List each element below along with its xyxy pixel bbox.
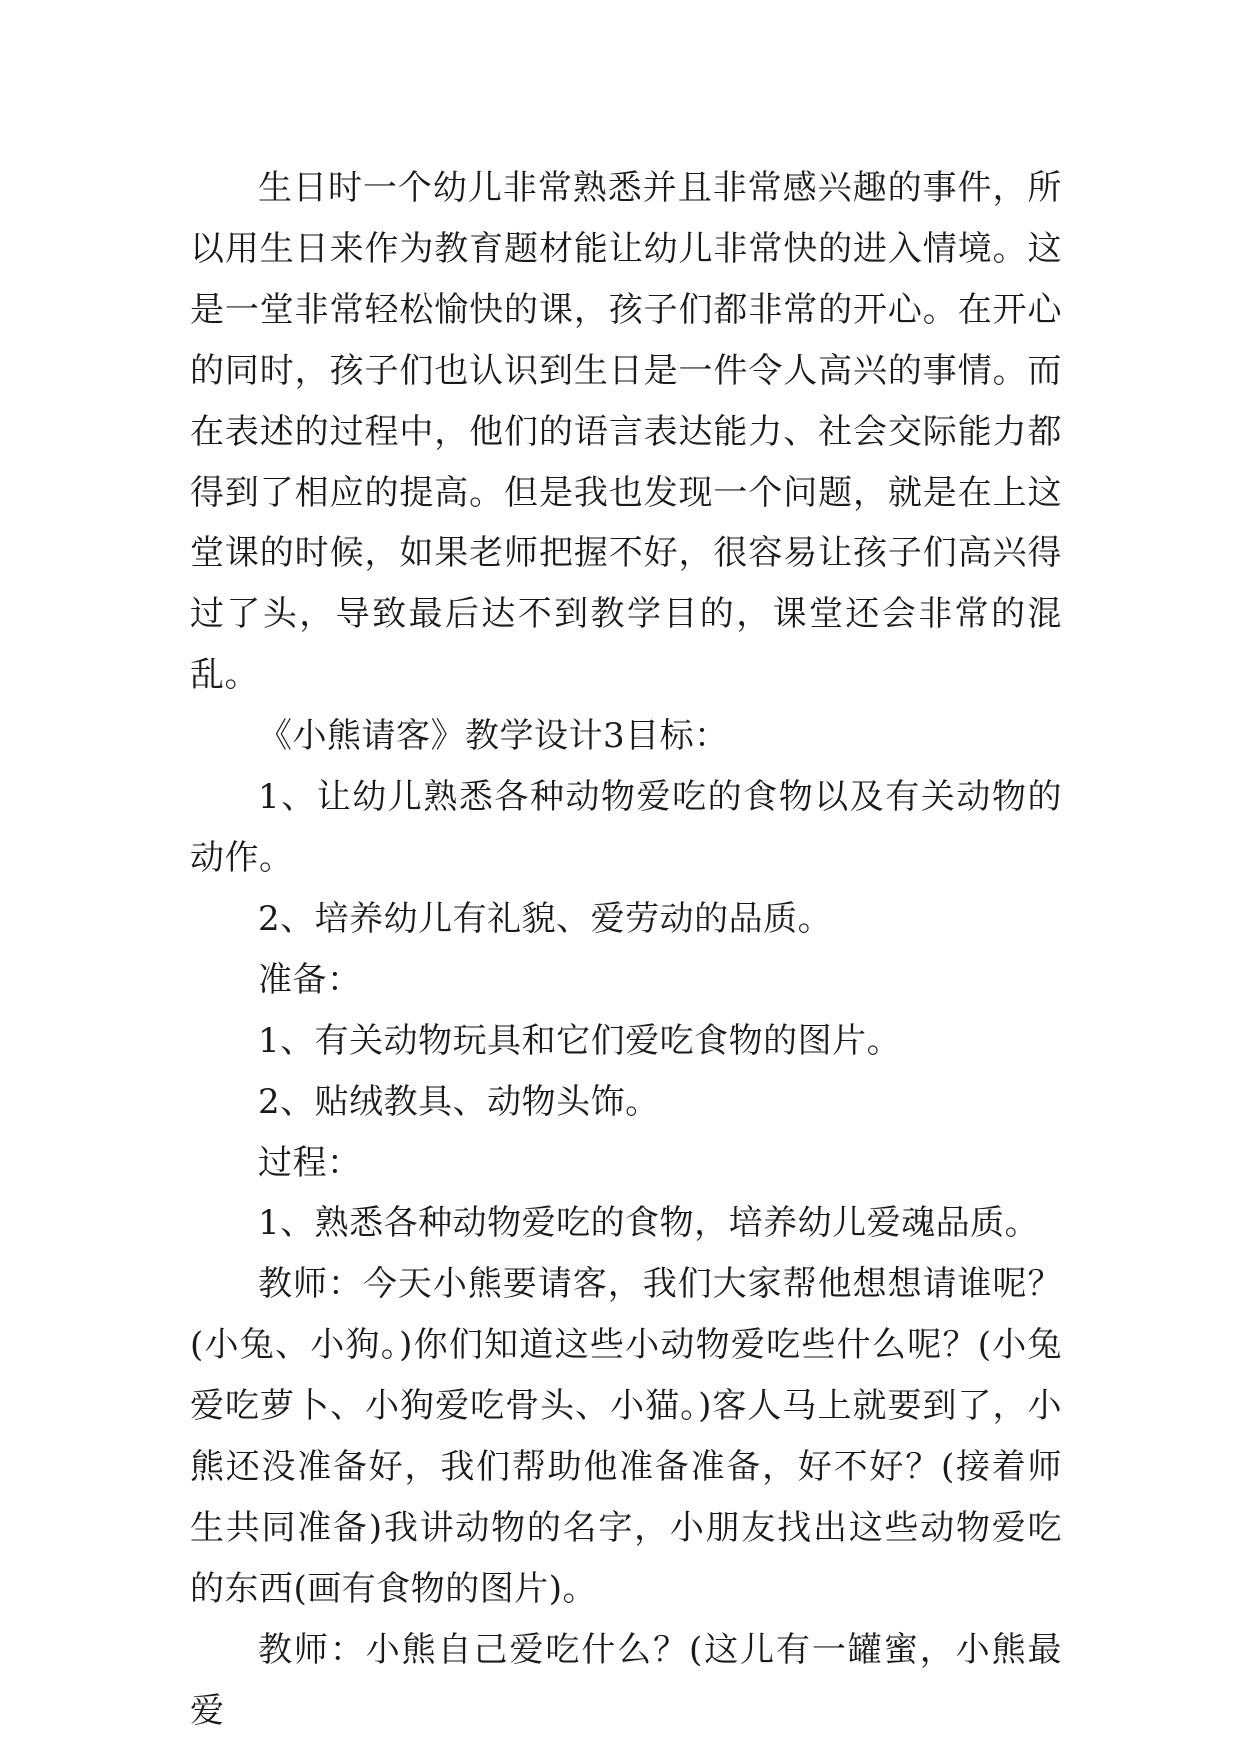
paragraph-reflection: 生日时一个幼儿非常熟悉并且非常感兴趣的事件，所以用生日来作为教育题材能让幼儿非常快的进入情境。这是一堂非常轻松愉快的课，孩子们都非常的开心。在开心的同时，孩子们也认识到生日是一件令人高兴的事情。而在表述的过程中，他们的语言表达能力、社会交际能力都得到了相应的提高。但是我也发现一个问题，就是在上这堂课的时候，如果老师把握不好，很容易让孩子们高兴得过了头，导致最后达不到教学目的，课堂还会非常的混乱。 — [190, 168, 1062, 696]
paragraph-process-1: 1、熟悉各种动物爱吃的食物，培养幼儿爱魂品质。 — [258, 1203, 1040, 1244]
paragraph-lesson-title: 《小熊请客》教学设计3目标： — [258, 716, 729, 757]
document-body — [190, 158, 1062, 1742]
paragraph-process-heading: 过程： — [258, 1142, 362, 1183]
paragraph-goal-2: 2、培养幼儿有礼貌、爱劳动的品质。 — [258, 898, 833, 939]
paragraph-teacher-dialogue-2: 教师：小熊自己爱吃什么？(这儿有一罐蜜，小熊最爱 — [190, 1629, 1062, 1731]
paragraph-preparation-2: 2、贴绒教具、动物头饰。 — [258, 1081, 660, 1122]
paragraph-preparation-heading: 准备： — [258, 959, 362, 1000]
paragraph-goal-1: 1、让幼儿熟悉各种动物爱吃的食物以及有关动物的动作。 — [190, 777, 1062, 878]
paragraph-teacher-dialogue-1: 教师：今天小熊要请客，我们大家帮他想想请谁呢？(小兔、小狗。)你们知道这些小动物爱吃些什么呢？(小兔爱吃萝卜、小狗爱吃骨头、小猫。)客人马上就要到了，小熊还没准备好，我们帮助他准备准备，好不好？(接着师生共同准备)我讲动物的名字，小朋友找出这些动物爱吃的东西(画有食物的图片)。 — [190, 1264, 1062, 1609]
paragraph-preparation-1: 1、有关动物玩具和它们爱吃食物的图片。 — [258, 1020, 902, 1061]
